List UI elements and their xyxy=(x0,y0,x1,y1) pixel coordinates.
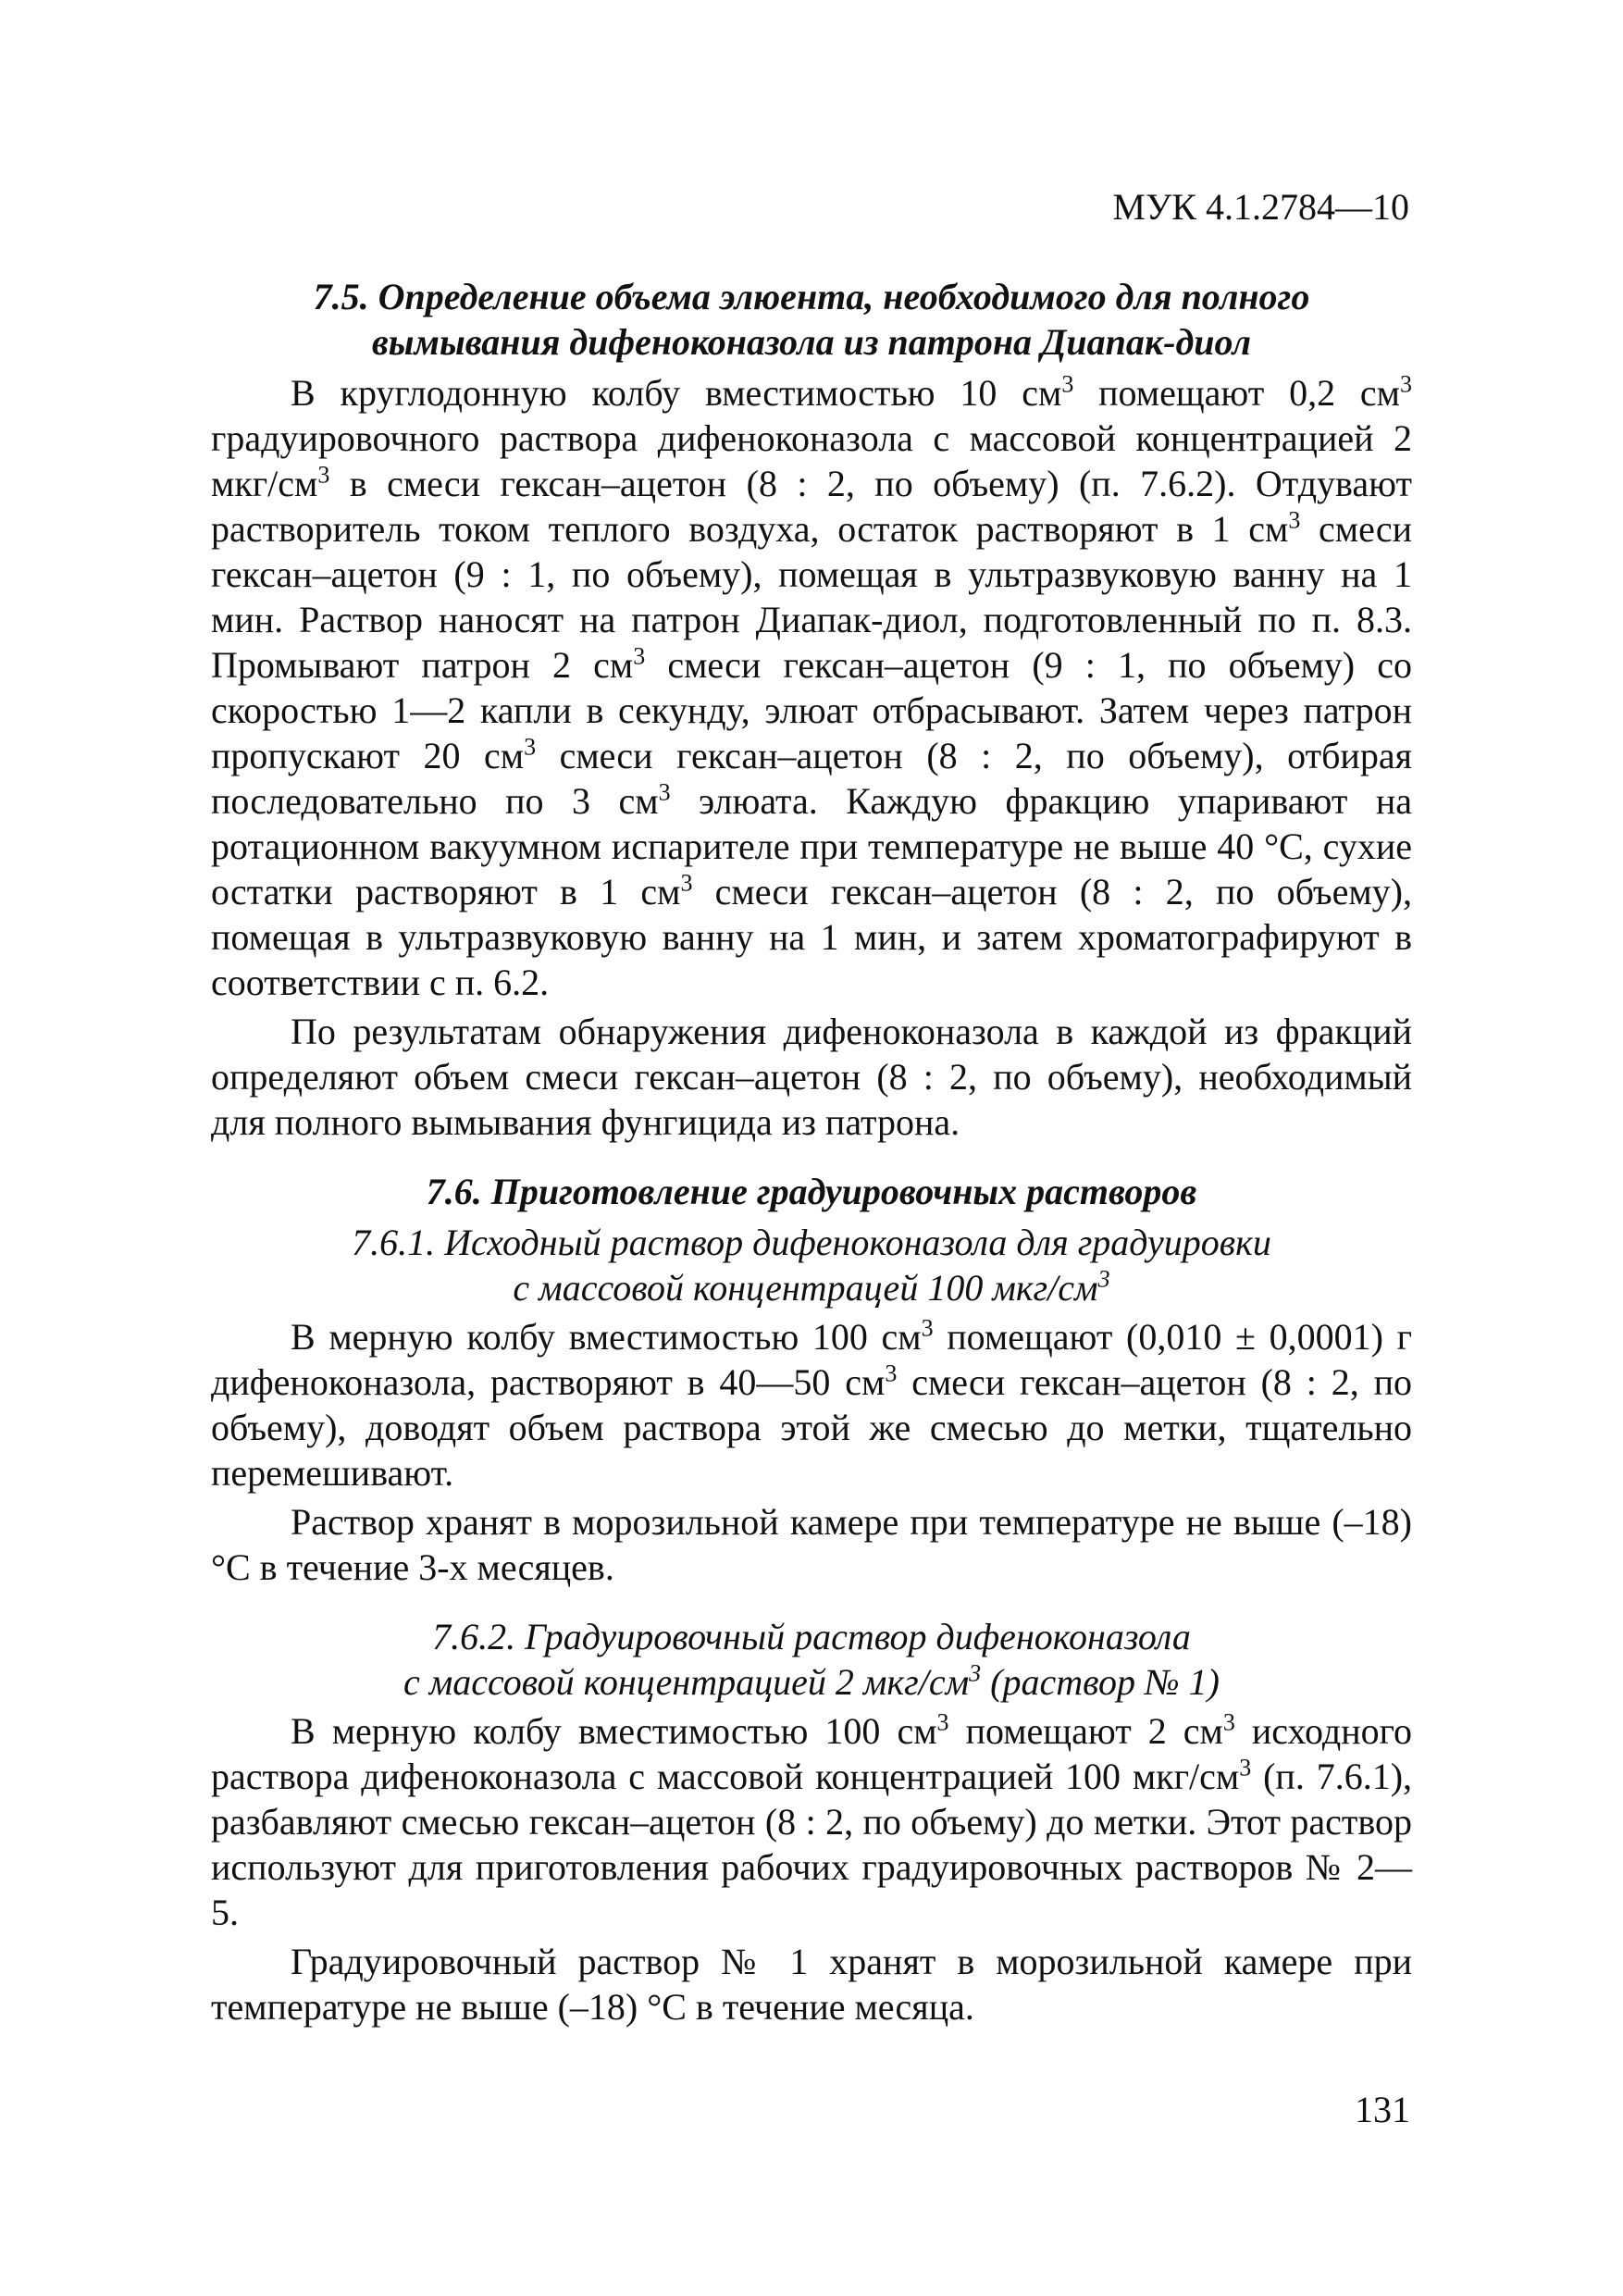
text-run: смеси гексан–ацетон (9 : 1, по объему), помещая в ультразвуковую ванну на 1 мин. Раствор наносят на патрон Диапак-диол, подготовленный по п. 8.3. Промывают патрон 2 см xyxy=(211,508,1412,686)
superscript: 3 xyxy=(1061,370,1074,398)
text-run: в смеси гексан–ацетон (8 : 2, по объему) (п. 7.6.2). Отдувают растворитель током теплого воздуха, остаток растворяют в 1 см xyxy=(211,463,1412,550)
page-number: 131 xyxy=(1355,2089,1410,2130)
section-7-6-2-paragraph-1 xyxy=(211,1708,1412,1935)
section-7-5-paragraph-1 xyxy=(211,370,1412,1005)
section-7-6-1-paragraph-1 xyxy=(211,1314,1412,1496)
superscript: 3 xyxy=(633,642,646,670)
section-7-6-1-title-line1: 7.6.1. Исходный раствор дифеноконазола для градуировки xyxy=(352,1222,1271,1263)
section-7-6-title: 7.6. Приготовление градуировочных растворов xyxy=(426,1171,1197,1212)
text-run: градуировочного раствора дифеноконазола с массовой концентрацией 2 мкг/см xyxy=(211,417,1412,504)
superscript: 3 xyxy=(969,1659,982,1687)
page-body xyxy=(211,274,1412,2029)
text-run: смеси гексан–ацетон (8 : 2, по объему), отбирая последовательно по 3 см xyxy=(211,735,1412,822)
text-run: элюата. Каждую фракцию упаривают на ротационном вакуумном испарителе при температуре не выше 40 °С, сухие остатки растворяют в 1 см xyxy=(211,780,1412,912)
superscript: 3 xyxy=(936,1708,949,1736)
text-run: смеси гексан–ацетон (9 : 1, по объему) со скоростью 1—2 капли в секунду, элюат отбрасывают. Затем через патрон пропускают 20 см xyxy=(211,644,1412,776)
text-run: смеси гексан–ацетон (8 : 2, по объему), помещая в ультразвуковую ванну на 1 мин, и затем хроматографируют в соответствии с п. 6.2. xyxy=(211,871,1413,1003)
superscript: 3 xyxy=(680,869,693,897)
superscript: 3 xyxy=(885,1359,898,1387)
superscript: 3 xyxy=(1239,1754,1252,1781)
text-run: В мерную колбу вместимостью 100 см xyxy=(291,1316,922,1358)
superscript: 3 xyxy=(1097,1265,1110,1293)
section-7-6-2-title-line1: 7.6.2. Градуировочный раствор дифеноконазола xyxy=(432,1616,1191,1657)
text-run: (п. 7.6.1), разбавляют смесью гексан–ацетон (8 : 2, по объему) до метки. Этот раствор используют для приготовления рабочих градуировочных растворов № 2—5. xyxy=(211,1756,1413,1933)
superscript: 3 xyxy=(921,1314,934,1342)
text-run: помещают (0,010 ± 0,0001) г дифеноконазола, растворяют в 40—50 см xyxy=(211,1316,1413,1403)
section-7-6-1-title-line2: с массовой концентрацей 100 мкг/см xyxy=(513,1267,1098,1309)
section-7-5-title-line2: вымывания дифеноконазола из патрона Диапак-диол xyxy=(371,321,1252,363)
superscript: 3 xyxy=(1288,506,1301,534)
text-run: помещают 2 см xyxy=(948,1710,1223,1752)
superscript: 3 xyxy=(1222,1708,1235,1736)
section-7-5-title xyxy=(211,274,1412,365)
section-7-6-2-title-line2a: с массовой концентрацией 2 мкг/см xyxy=(403,1661,970,1703)
superscript: 3 xyxy=(524,733,537,761)
superscript: 3 xyxy=(1400,370,1412,398)
section-7-6-2-paragraph-2: Градуировочный раствор № 1 хранят в морозильной камере при температуре не выше (–18) °С в течение месяца. xyxy=(211,1941,1412,2028)
text-run: помещают 0,2 см xyxy=(1073,372,1400,414)
section-7-6-1-paragraph-2: Раствор хранят в морозильной камере при температуре не выше (–18) °С в течение 3-х месяцев. xyxy=(211,1501,1412,1588)
section-7-6-2-title-line2b: (раствор № 1) xyxy=(981,1661,1220,1703)
section-7-6-1-title xyxy=(211,1220,1412,1310)
document-code-header: МУК 4.1.2784—10 xyxy=(1112,186,1409,228)
superscript: 3 xyxy=(317,461,330,489)
text-run: В мерную колбу вместимостью 100 см xyxy=(291,1710,937,1752)
text-run: исходного раствора дифеноконазола с массовой концентрацией 100 мкг/см xyxy=(211,1710,1413,1797)
text-run: смеси гексан–ацетон (8 : 2, по объему), доводят объем раствора этой же смесью до метки, тщательно перемешивают. xyxy=(211,1361,1412,1494)
section-7-5-title-line1: 7.5. Определение объема элюента, необходимого для полного xyxy=(313,276,1310,317)
section-7-5-paragraph-2: По результатам обнаружения дифеноконазола в каждой из фракций определяют объем смеси гексан–ацетон (8 : 2, по объему), необходимый для полного вымывания фунгицида из патрона. xyxy=(211,1011,1412,1143)
section-7-6-2-title xyxy=(211,1614,1412,1705)
superscript: 3 xyxy=(658,778,671,806)
text-run: В круглодонную колбу вместимостью 10 см xyxy=(291,372,1062,414)
